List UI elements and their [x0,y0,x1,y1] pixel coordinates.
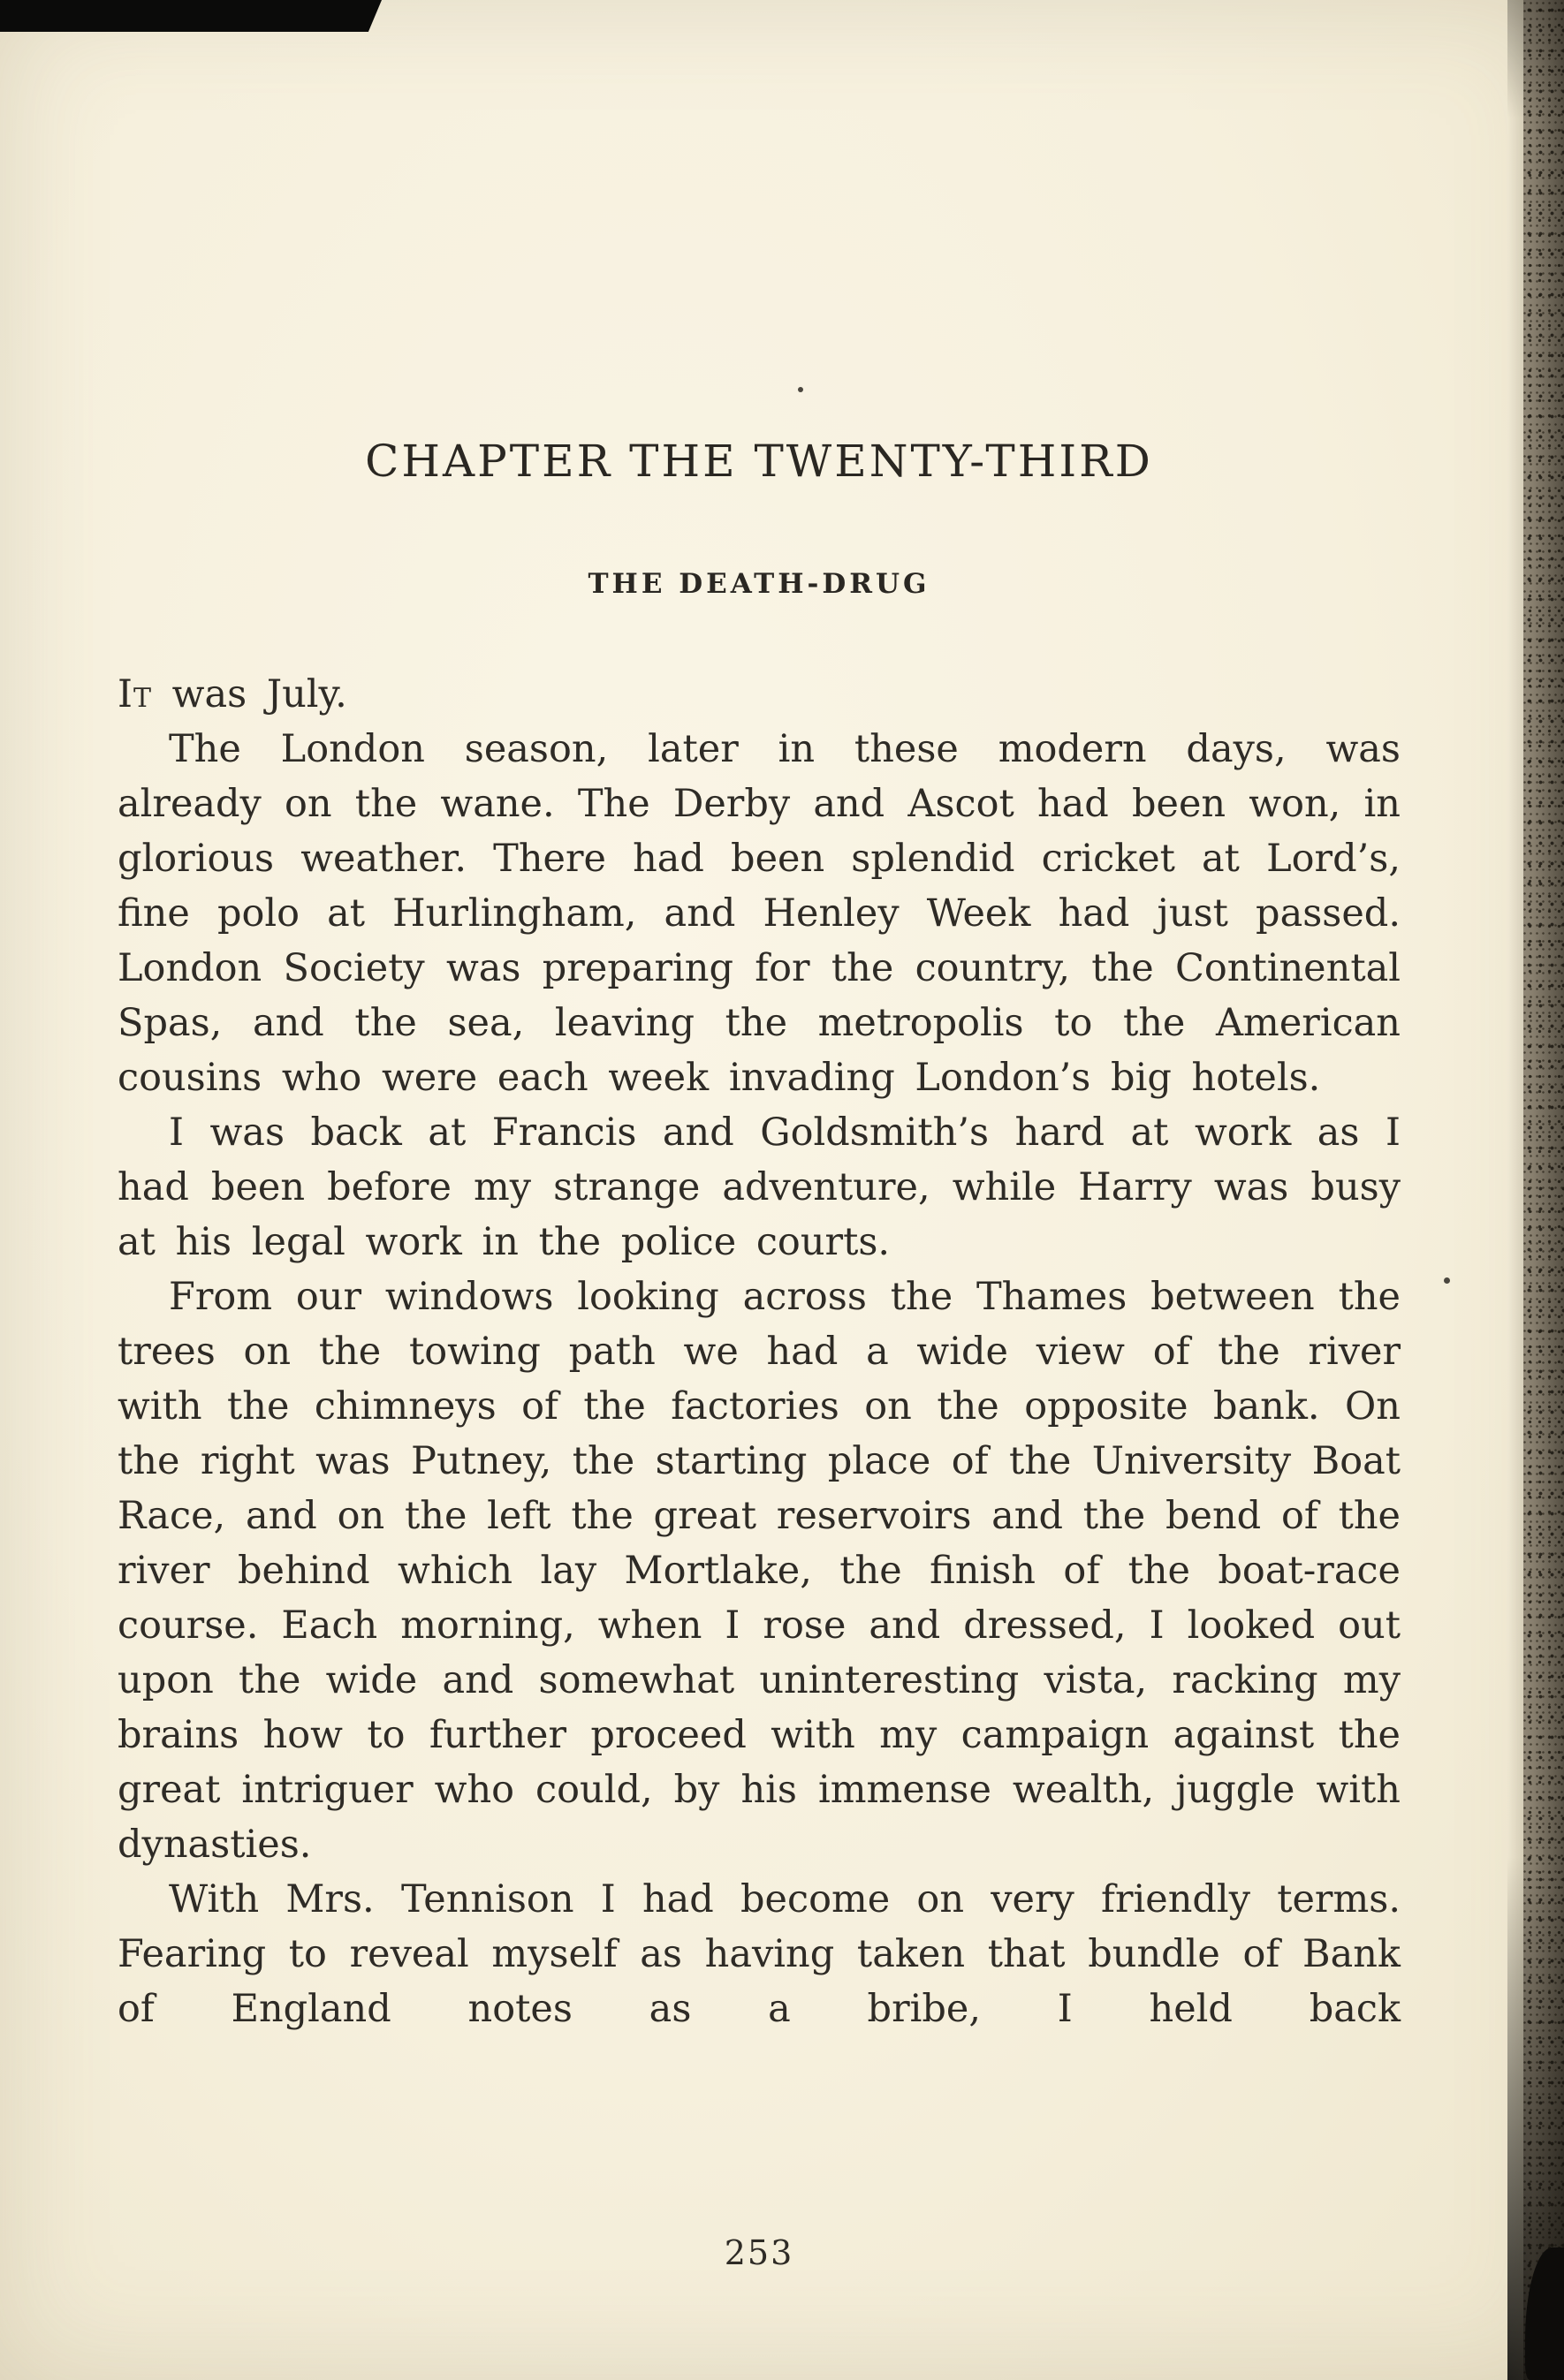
page-content [118,0,1401,2036]
paragraph-lead-smallcaps: It [118,672,152,716]
paragraph: The London season, later in these modern days, was already on the wane. The Derby and Ascot had been won, in glorious weather. There had been splendid cricket at Lord’s, fine polo at Hurlingham, and Henley Week had just passed. London Society was preparing for the country, the Continental Spas, and the sea, leaving the metropolis to the American cousins who were each week invading London’s big hotels. [118,727,1401,1100]
paragraph [118,667,1401,722]
paragraph-text: was July. [152,672,347,716]
paragraph: With Mrs. Tennison I had become on very friendly terms. Fearing to reveal myself as having taken that bundle of Bank of England notes as a bribe, I held back [118,1877,1401,2031]
scan-speck [1444,1277,1450,1284]
paragraph: I was back at Francis and Goldsmith’s hard at work as I had been before my strange adventure, while Harry was busy at his legal work in the police courts. [118,1110,1401,1264]
chapter-title: CHAPTER THE TWENTY-THIRD [365,436,1153,487]
section-title: THE DEATH-DRUG [588,568,930,600]
page-number: 253 [724,2233,794,2272]
scan-artifact-page-edge [1523,0,1564,2380]
paragraph: From our windows looking across the Thames between the trees on the towing path we had a wide view of the river with the chimneys of the factories on the opposite bank. On the right was Putney, the starting place of the University Boat Race, and on the left the great reservoirs and the bend of the river behind which lay Mortlake, the finish of the boat-race course. Each morning, when I rose and dressed, I looked out upon the wide and somewhat uninteresting vista, racking my brains how to further proceed with my campaign against the great intriguer who could, by his immense wealth, juggle with dynasties. [118,1275,1401,1867]
